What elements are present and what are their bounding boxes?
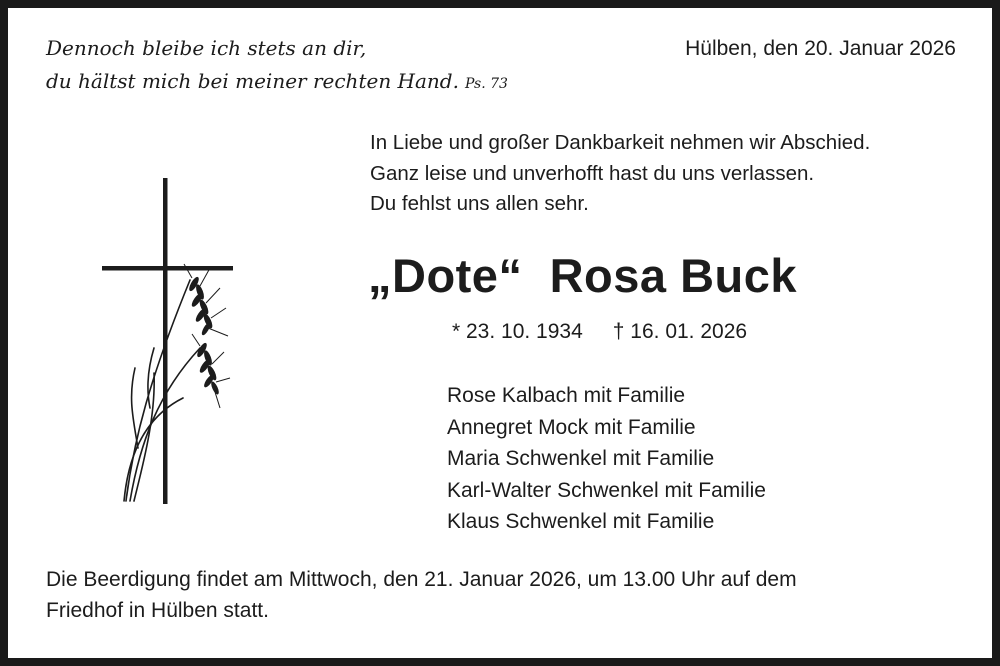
- psalm-line-2: [46, 65, 508, 101]
- psalm-reference: Ps. 73: [464, 76, 508, 92]
- psalm-line-1: Dennoch bleibe ich stets an dir,: [46, 36, 367, 60]
- deceased-nickname: „Dote“: [368, 249, 523, 302]
- birth-date: * 23. 10. 1934: [452, 320, 583, 343]
- mourners-list: [447, 380, 766, 538]
- mourner-item: Karl-Walter Schwenkel mit Familie: [447, 478, 766, 502]
- obituary-notice: [8, 8, 992, 658]
- funeral-notice: [46, 564, 797, 626]
- psalm-line-2-text: du hältst mich bei meiner rechten Hand.: [46, 69, 459, 93]
- farewell-line: Ganz leise und unverhofft hast du uns verlassen.: [370, 161, 815, 185]
- deceased-name: [368, 248, 797, 303]
- farewell-line: In Liebe und großer Dankbarkeit nehmen wir Abschied.: [370, 131, 871, 154]
- mourner-item: Rose Kalbach mit Familie: [447, 384, 686, 407]
- death-date: † 16. 01. 2026: [612, 320, 748, 343]
- mourner-item: Klaus Schwenkel mit Familie: [447, 510, 715, 533]
- funeral-line: Die Beerdigung findet am Mittwoch, den 21. Januar 2026, um 13.00 Uhr auf dem: [46, 568, 797, 591]
- life-dates: [452, 320, 747, 344]
- funeral-line: Friedhof in Hülben statt.: [46, 599, 269, 622]
- psalm-quote: [46, 32, 508, 101]
- farewell-text: [370, 128, 870, 220]
- deceased-full-name: Rosa Buck: [549, 249, 797, 302]
- farewell-line: Du fehlst uns allen sehr.: [370, 192, 589, 215]
- mourner-item: Annegret Mock mit Familie: [447, 415, 696, 439]
- mourner-item: Maria Schwenkel mit Familie: [447, 447, 715, 470]
- place-date-line: Hülben, den 20. Januar 2026: [685, 37, 956, 60]
- cross-with-wheat-icon: [88, 168, 238, 508]
